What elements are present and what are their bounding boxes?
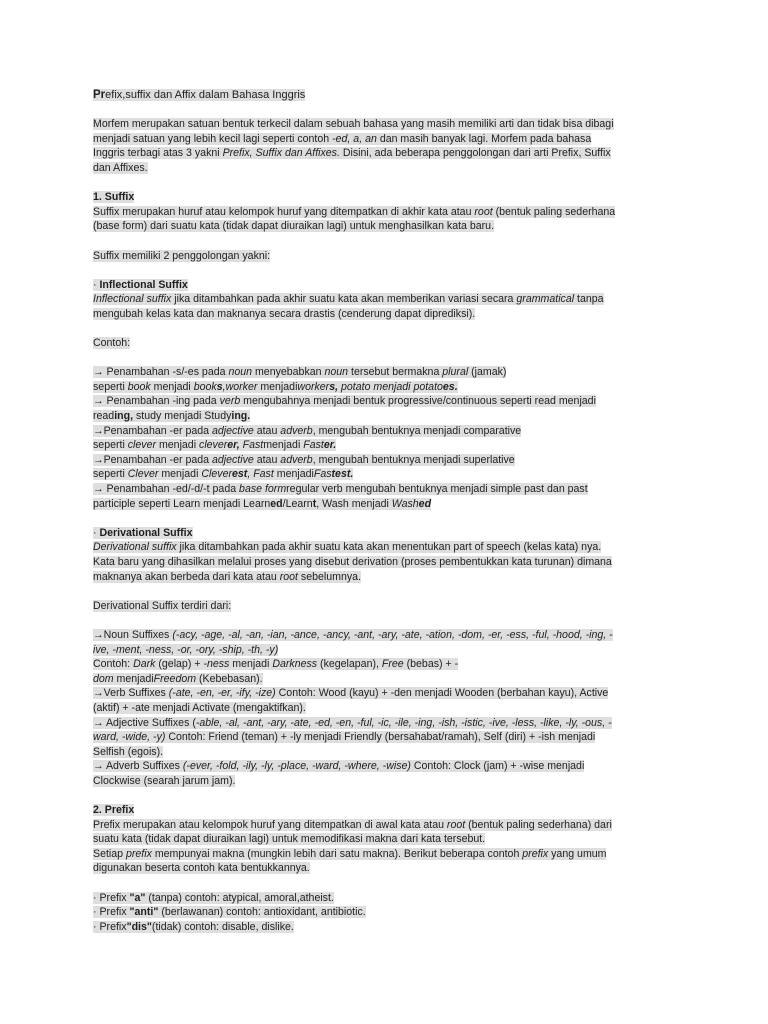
text-run: -ed, a, an xyxy=(332,132,377,145)
text-run: Clever xyxy=(127,468,159,481)
text-run: es. xyxy=(442,380,458,393)
text-run: ed xyxy=(418,497,432,510)
text-run: worker xyxy=(225,380,258,393)
highlighted-text xyxy=(93,527,193,539)
highlighted-text xyxy=(93,804,134,816)
text-run: Contoh: Clock (jam) + -wise menjadi xyxy=(410,760,585,773)
text-line xyxy=(93,132,668,147)
text-run: menjadi xyxy=(257,380,298,393)
text-run: ing. xyxy=(231,410,251,423)
text-run: , xyxy=(222,380,226,393)
text-run: Dark xyxy=(133,658,156,671)
text-run: root xyxy=(474,205,493,218)
text-run: (-acy, -age, -al, -an, -ian, -ance, -ancy, -ant, -ary, -ate, -ation, -dom, -er, -ess, -ful, -hood, -ing, - xyxy=(172,628,613,641)
highlighted-text xyxy=(93,279,188,291)
text-run: sebelumnya. xyxy=(297,570,361,583)
text-run: clever xyxy=(127,439,157,452)
text-line xyxy=(93,438,668,453)
text-line xyxy=(93,409,668,424)
text-line xyxy=(93,278,668,293)
text-run: Wash xyxy=(391,497,419,510)
text-run: 1. Suffix xyxy=(93,191,135,204)
title-rest: efix,suffix dan Affix dalam Bahasa Inggris xyxy=(105,89,306,101)
text-run: menjadi xyxy=(150,380,194,393)
text-run: ed xyxy=(270,497,283,510)
text-run: (gelap) + xyxy=(155,658,204,671)
text-run: er, xyxy=(227,439,240,452)
text-run: Clever xyxy=(201,468,232,481)
text-run: noun xyxy=(228,366,253,379)
text-line xyxy=(93,905,668,920)
text-run: → Penambahan -s/-es pada xyxy=(93,366,229,379)
text-run: book xyxy=(193,380,217,393)
text-run: Contoh: Friend (teman) + -ly menjadi Friendly (bersahabat/ramah), Self (diri) + -ish menjadi xyxy=(165,731,596,744)
text-line xyxy=(93,365,668,380)
text-run: suatu kata (tidak dapat diuraikan lagi) untuk memodifikasi makna dari kata tersebut. xyxy=(93,833,486,846)
blank-line xyxy=(93,234,668,249)
text-run: plural xyxy=(442,366,469,379)
text-line xyxy=(93,891,668,906)
text-run: , mengubah bentuknya menjadi superlative xyxy=(312,453,515,466)
text-run: · xyxy=(93,526,100,539)
highlighted-text xyxy=(93,571,361,583)
blank-line xyxy=(93,263,668,278)
text-line xyxy=(93,467,668,482)
highlighted-text xyxy=(93,906,366,918)
text-run: Fast xyxy=(239,439,264,452)
text-run: →Penambahan -er pada xyxy=(93,453,212,466)
document-body xyxy=(93,88,668,934)
text-run: Disini, ada beberapa penggolongan dari arti Prefix, Suffix xyxy=(339,147,611,160)
text-run: · Prefix xyxy=(93,920,127,933)
highlighted-text xyxy=(93,220,494,232)
text-run: Setiap xyxy=(93,847,126,860)
text-run: yang umum xyxy=(548,847,607,860)
text-run: Morfem merupakan satuan bentuk terkecil dalam sebuah bahasa yang masih memiliki arti dan tidak bisa dibagi xyxy=(93,118,614,131)
text-run: Freedom xyxy=(153,672,197,685)
text-run: · xyxy=(93,278,100,291)
text-run: Kata baru yang dihasilkan melalui proses yang disebut derivation (proses pembentukkan kata turunan) dimana xyxy=(93,556,612,568)
highlighted-text xyxy=(93,162,148,174)
text-run: (berlawanan) contoh: antioxidant, antibiotic. xyxy=(158,906,366,919)
highlighted-text xyxy=(93,381,458,393)
text-run: study menjadi Study xyxy=(133,410,232,423)
highlighted-text xyxy=(93,673,263,685)
highlighted-text xyxy=(93,731,595,743)
blank-line xyxy=(93,176,668,191)
highlighted-text xyxy=(93,498,431,510)
text-run: seperti xyxy=(93,380,128,393)
text-run: → Penambahan -ed/-d/-t pada xyxy=(93,483,240,496)
highlighted-text xyxy=(93,746,163,758)
text-run: "dis" xyxy=(126,920,152,933)
text-run: worker xyxy=(297,380,330,393)
text-run: , Wash menjadi xyxy=(316,497,392,510)
text-run: , mengubah bentuknya menjadi comparative xyxy=(312,424,522,437)
highlighted-text xyxy=(93,308,475,320)
highlighted-text xyxy=(93,556,612,568)
highlighted-text xyxy=(93,191,134,203)
highlighted-text xyxy=(93,147,611,159)
text-run: tersebut bermakna xyxy=(348,366,443,379)
text-run: (bentuk paling sederhana xyxy=(492,205,616,218)
highlighted-text xyxy=(93,921,294,933)
highlighted-text xyxy=(93,717,612,729)
highlighted-text xyxy=(93,862,310,874)
text-line xyxy=(93,716,668,731)
highlighted-text xyxy=(93,658,458,670)
text-run: mengubahnya menjadi bentuk progressive/continuous seperti read menjadi xyxy=(240,395,596,408)
text-run: atau xyxy=(253,424,281,437)
text-run: Clockwise (searah jarum jam). xyxy=(93,774,236,787)
text-line xyxy=(93,117,668,132)
text-run: Suffix memiliki 2 penggolongan yakni: xyxy=(93,249,271,262)
text-run: /Learn xyxy=(282,497,313,510)
text-line xyxy=(93,657,668,672)
text-run: prefix xyxy=(522,847,549,860)
text-run: er. xyxy=(323,439,337,452)
highlighted-text xyxy=(93,425,521,437)
text-line xyxy=(93,219,668,234)
text-line xyxy=(93,540,668,555)
highlighted-text xyxy=(93,892,334,904)
text-run: menjadi xyxy=(113,672,154,685)
text-run: -able, -al, -ant, -ary, -ate, -ed, -en, -ful, -ic, -ile, -ing, -ish, -istic, -ive, -less, -like, -ly, -ous, - xyxy=(195,716,612,729)
text-run: s xyxy=(216,380,223,393)
text-run: "a" xyxy=(129,891,146,904)
text-run: clever xyxy=(199,439,228,452)
text-run: (aktif) + -ate menjadi Activate (mengaktifkan). xyxy=(93,701,306,714)
document-title xyxy=(93,88,668,103)
text-run: maknanya akan berbeda dari kata atau xyxy=(93,570,280,583)
text-run: potato menjadi potato xyxy=(338,380,443,393)
highlighted-text xyxy=(93,775,235,787)
text-run: ive, -ment, -ness, -or, -ory, -ship, -th, -y) xyxy=(93,643,279,656)
text-line xyxy=(93,861,668,876)
blank-line xyxy=(93,511,668,526)
text-run: t xyxy=(312,497,317,510)
text-run: adverb xyxy=(280,453,313,466)
text-run: Contoh: xyxy=(93,658,134,671)
text-line xyxy=(93,701,668,716)
text-run: jika ditambahkan pada akhir suatu kata akan menentukan part of speech (kelas kata) nya. xyxy=(176,541,602,554)
title-lead: Pr xyxy=(93,89,106,101)
blank-line xyxy=(93,322,668,337)
text-run: tanpa xyxy=(574,293,604,306)
text-line xyxy=(93,497,668,512)
text-line xyxy=(93,643,668,658)
highlighted-text xyxy=(93,293,604,305)
text-run: digunakan beserta contoh kata bentukkannya. xyxy=(93,862,310,875)
text-run: Fast xyxy=(303,439,324,452)
text-run: s, xyxy=(329,380,339,393)
text-run: → Adverb Suffixes xyxy=(93,760,183,773)
highlighted-text xyxy=(93,410,250,422)
text-run: menjadi xyxy=(156,439,200,452)
blank-line xyxy=(93,103,668,118)
text-run: Inggris terbagi atas 3 yakni xyxy=(93,147,223,160)
text-run: adjective xyxy=(211,424,254,437)
highlighted-text xyxy=(93,629,613,641)
text-run: (kegelapan), xyxy=(317,658,382,671)
highlighted-text xyxy=(93,395,596,407)
text-run: read xyxy=(93,410,115,423)
text-run: jika ditambahkan pada akhir suatu kata akan memberikan variasi secara xyxy=(171,293,517,306)
text-run: Prefix merupakan atau kelompok huruf yang ditempatkan di awal kata atau xyxy=(93,818,447,831)
text-line xyxy=(93,292,668,307)
text-run: menjadi satuan yang lebih kecil lagi seperti contoh xyxy=(93,132,333,145)
text-run: Fas xyxy=(313,468,332,481)
text-line xyxy=(93,424,668,439)
text-run: (-ate, -en, -er, -ify, -ize) xyxy=(168,687,276,700)
text-run: mempunyai makna (mungkin lebih dari satu makna). Berikut beberapa contoh xyxy=(151,847,523,860)
text-run: test. xyxy=(331,468,354,481)
text-run: (jamak) xyxy=(468,366,507,379)
text-run: ing, xyxy=(114,410,134,423)
text-run: Contoh: Wood (kayu) + -den menjadi Wooden (berbahan kayu), Active xyxy=(275,687,609,700)
text-line xyxy=(93,672,668,687)
text-run: (tidak) contoh: disable, dislike. xyxy=(151,920,294,933)
highlighted-text xyxy=(93,118,614,130)
highlighted-text xyxy=(93,133,591,145)
blank-line xyxy=(93,584,668,599)
text-line xyxy=(93,336,668,351)
highlighted-text xyxy=(93,819,612,831)
text-run: verb xyxy=(219,395,241,408)
text-run: Suffix merupakan huruf atau kelompok huruf yang ditempatkan di akhir kata atau xyxy=(93,205,475,218)
text-line xyxy=(93,146,668,161)
highlighted-text xyxy=(93,848,606,860)
highlighted-text xyxy=(93,833,485,845)
text-run: Derivational suffix xyxy=(93,541,177,554)
text-line xyxy=(93,920,668,935)
text-run: root xyxy=(279,570,298,583)
text-line xyxy=(93,526,668,541)
highlighted-text xyxy=(93,483,588,495)
text-run: (bebas) + - xyxy=(403,658,459,671)
text-run: "anti" xyxy=(129,906,159,919)
text-run: Free xyxy=(381,658,404,671)
text-line xyxy=(93,818,668,833)
text-line xyxy=(93,803,668,818)
text-run: · Prefix xyxy=(93,906,130,919)
blank-line xyxy=(93,876,668,891)
text-run: Inflectional Suffix xyxy=(99,278,188,291)
text-line xyxy=(93,190,668,205)
text-run: menyebabkan xyxy=(252,366,325,379)
text-run: Derivational Suffix terdiri dari: xyxy=(93,599,232,612)
text-run: grammatical xyxy=(516,293,575,306)
text-run: base form xyxy=(239,483,287,496)
text-run: → Penambahan -ing pada xyxy=(93,395,220,408)
text-run: est xyxy=(232,468,248,481)
highlighted-text xyxy=(93,468,353,480)
text-run: Selfish (egois). xyxy=(93,745,164,758)
text-line xyxy=(93,555,668,570)
text-run: root xyxy=(446,818,466,831)
highlighted-text xyxy=(93,760,584,772)
text-run: (-ever, -fold, -ily, -ly, -place, -ward, -where, -wise) xyxy=(182,760,411,773)
text-run: noun xyxy=(324,366,349,379)
text-line xyxy=(93,453,668,468)
text-run: → Adjective Suffixes ( xyxy=(93,716,196,729)
text-line xyxy=(93,249,668,264)
text-line xyxy=(93,482,668,497)
text-line xyxy=(93,730,668,745)
text-run: Inflectional suffix xyxy=(93,293,172,306)
text-run: · Prefix xyxy=(93,891,130,904)
highlighted-text xyxy=(93,702,306,714)
text-run: prefix xyxy=(125,847,152,860)
text-line xyxy=(93,570,668,585)
text-run: menjadi xyxy=(273,468,314,481)
text-run: menjadi xyxy=(263,439,304,452)
text-line xyxy=(93,628,668,643)
highlighted-text xyxy=(93,644,278,656)
text-run: →Verb Suffixes xyxy=(93,687,169,700)
text-line xyxy=(93,759,668,774)
highlighted-text xyxy=(93,541,601,553)
text-run: regular verb mengubah bentuknya menjadi simple past dan past xyxy=(286,483,588,496)
text-line xyxy=(93,686,668,701)
text-run: →Noun Suffixes xyxy=(93,628,173,641)
text-run: (tanpa) contoh: atypical, amoral,atheist. xyxy=(145,891,334,904)
highlighted-text xyxy=(93,366,506,378)
text-run: mengubah kelas kata dan maknanya secara drastis (cenderung dapat diprediksi). xyxy=(93,307,476,320)
text-run: adjective xyxy=(211,453,254,466)
blank-line xyxy=(93,789,668,804)
text-run: Darkness xyxy=(272,658,318,671)
highlighted-text xyxy=(93,206,615,218)
text-run: dan Affixes. xyxy=(93,161,148,174)
highlighted-text xyxy=(93,454,515,466)
text-run: (bentuk paling sederhana) dari xyxy=(465,818,612,831)
highlighted-text xyxy=(93,600,231,612)
text-run: Contoh: xyxy=(93,337,131,350)
text-run: , Fast xyxy=(247,468,274,481)
document-content xyxy=(93,103,668,935)
text-line xyxy=(93,307,668,322)
text-run: adverb xyxy=(280,424,313,437)
text-line xyxy=(93,161,668,176)
text-run: Prefix, Suffix dan Affixes. xyxy=(222,147,340,160)
text-run: 2. Prefix xyxy=(93,804,135,817)
text-line xyxy=(93,832,668,847)
text-run: Derivational Suffix xyxy=(99,526,193,539)
text-run: menjadi xyxy=(158,468,202,481)
text-run: book xyxy=(127,380,151,393)
blank-line xyxy=(93,613,668,628)
text-run: →Penambahan -er pada xyxy=(93,424,212,437)
text-line xyxy=(93,774,668,789)
highlighted-text xyxy=(93,337,130,349)
highlighted-text xyxy=(93,687,608,699)
text-run: (base form) dari suatu kata (tidak dapat diuraikan lagi) untuk menghasilkan kata baru. xyxy=(93,220,495,233)
text-run: -ness xyxy=(203,658,230,671)
text-run: (Kebebasan). xyxy=(196,672,263,685)
text-run: dan masih banyak lagi. Morfem pada bahasa xyxy=(376,132,592,145)
text-line xyxy=(93,745,668,760)
text-line xyxy=(93,394,668,409)
text-run: seperti xyxy=(93,468,128,481)
text-run: seperti xyxy=(93,439,128,452)
text-run: dom xyxy=(93,672,114,685)
highlighted-text xyxy=(93,250,270,262)
text-line xyxy=(93,380,668,395)
highlighted-text xyxy=(93,439,336,451)
text-run: participle seperti Learn menjadi Learn xyxy=(93,497,271,510)
text-run: atau xyxy=(253,453,281,466)
text-run: ward, -wide, -y) xyxy=(93,731,166,744)
text-run: menjadi xyxy=(229,658,273,671)
text-line xyxy=(93,847,668,862)
text-line xyxy=(93,205,668,220)
blank-line xyxy=(93,351,668,366)
text-line xyxy=(93,599,668,614)
